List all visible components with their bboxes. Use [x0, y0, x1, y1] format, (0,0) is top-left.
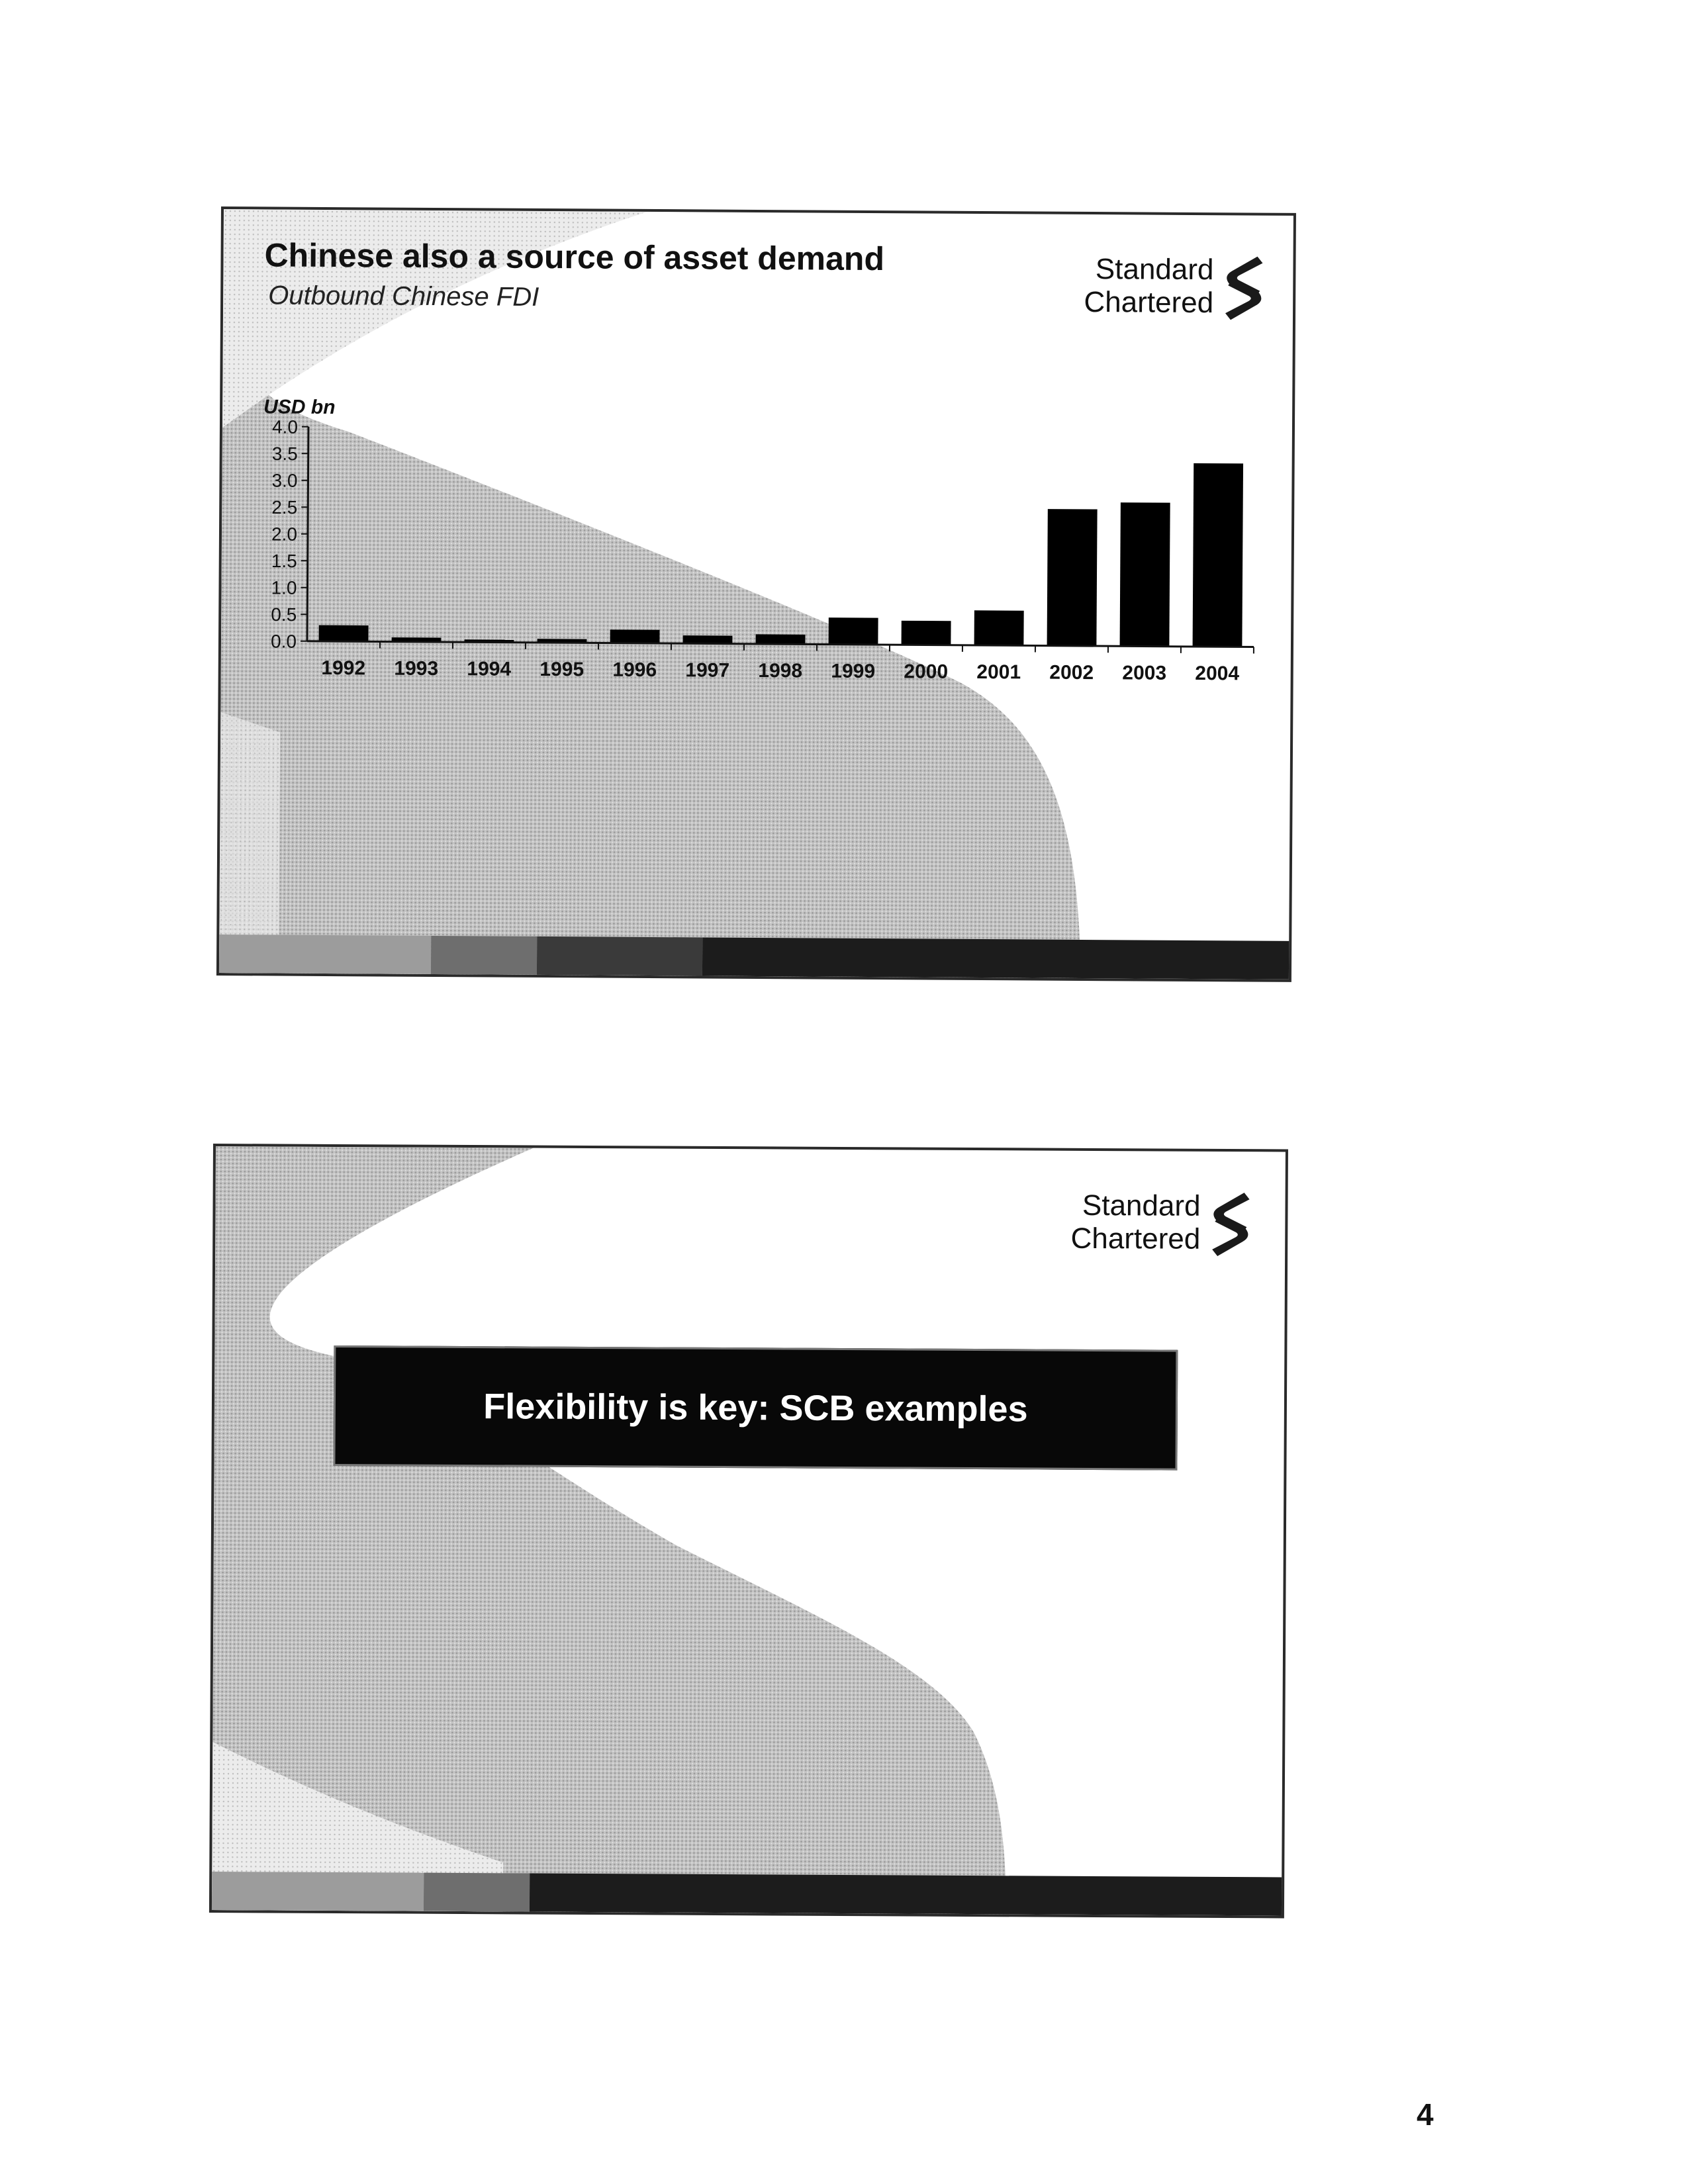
- y-tick-label: 2.0: [271, 523, 298, 545]
- x-tick-label: 1996: [612, 659, 657, 682]
- y-tick-label: 1.0: [271, 577, 297, 598]
- y-tick-label: 4.0: [271, 416, 299, 437]
- banner-text: Flexibility is key: SCB examples: [483, 1387, 1028, 1430]
- bar-2003: [1120, 502, 1170, 647]
- y-tick-label: 0.0: [270, 631, 297, 652]
- x-tick-label: 1992: [321, 657, 366, 680]
- x-axis: [307, 641, 1254, 685]
- fdi-bar-chart: [219, 209, 1296, 982]
- slide-fdi-chart: [216, 206, 1296, 982]
- bar-1996: [610, 629, 660, 643]
- x-tick-label: 1994: [467, 658, 512, 680]
- bar-2000: [902, 621, 951, 645]
- bar-2002: [1047, 509, 1098, 646]
- y-axis: [271, 416, 308, 651]
- y-tick-label: 3.0: [271, 470, 298, 491]
- slide-subtitle: Outbound Chinese FDI: [268, 281, 539, 312]
- bottom-bar: [212, 1872, 1282, 1915]
- x-tick-label: 1995: [539, 658, 585, 681]
- bars: [319, 458, 1243, 647]
- x-tick-label: 2004: [1195, 662, 1240, 685]
- x-tick-label: 2003: [1122, 662, 1167, 684]
- x-tick-label: 1999: [831, 660, 876, 683]
- bar-1999: [829, 617, 878, 645]
- bar-1997: [683, 635, 733, 644]
- brand-name: [1070, 1189, 1200, 1256]
- x-tick-label: 2000: [904, 660, 949, 683]
- slide-section-title: [209, 1144, 1288, 1918]
- background-swoosh: [212, 1146, 1288, 1918]
- brand-line2: Chartered: [1084, 285, 1214, 320]
- bar-1998: [756, 634, 806, 644]
- x-tick-label: 1997: [685, 659, 730, 682]
- page-number: 4: [1417, 2097, 1434, 2132]
- x-tick-label: 2001: [976, 660, 1021, 684]
- x-tick-label: 1993: [394, 657, 439, 680]
- y-tick-label: 1.5: [271, 550, 297, 572]
- brand-line1: Standard: [1095, 253, 1214, 287]
- standard-chartered-logo-icon: [1205, 1189, 1256, 1260]
- x-tick-label: 1998: [758, 659, 803, 682]
- slide-title: Chinese also a source of asset demand: [264, 236, 885, 278]
- y-tick-label: 0.5: [271, 604, 297, 625]
- bar-2001: [974, 610, 1024, 645]
- bar-2004: [1193, 463, 1243, 647]
- brand-line2: Chartered: [1070, 1222, 1201, 1255]
- x-tick-label: 2002: [1049, 661, 1094, 684]
- brand-line1: Standard: [1082, 1189, 1201, 1222]
- y-tick-label: 3.5: [271, 443, 298, 465]
- y-axis-label: USD bn: [263, 396, 336, 419]
- y-tick-label: 2.5: [271, 496, 298, 518]
- section-banner: [333, 1345, 1178, 1471]
- bar-1992: [319, 625, 369, 642]
